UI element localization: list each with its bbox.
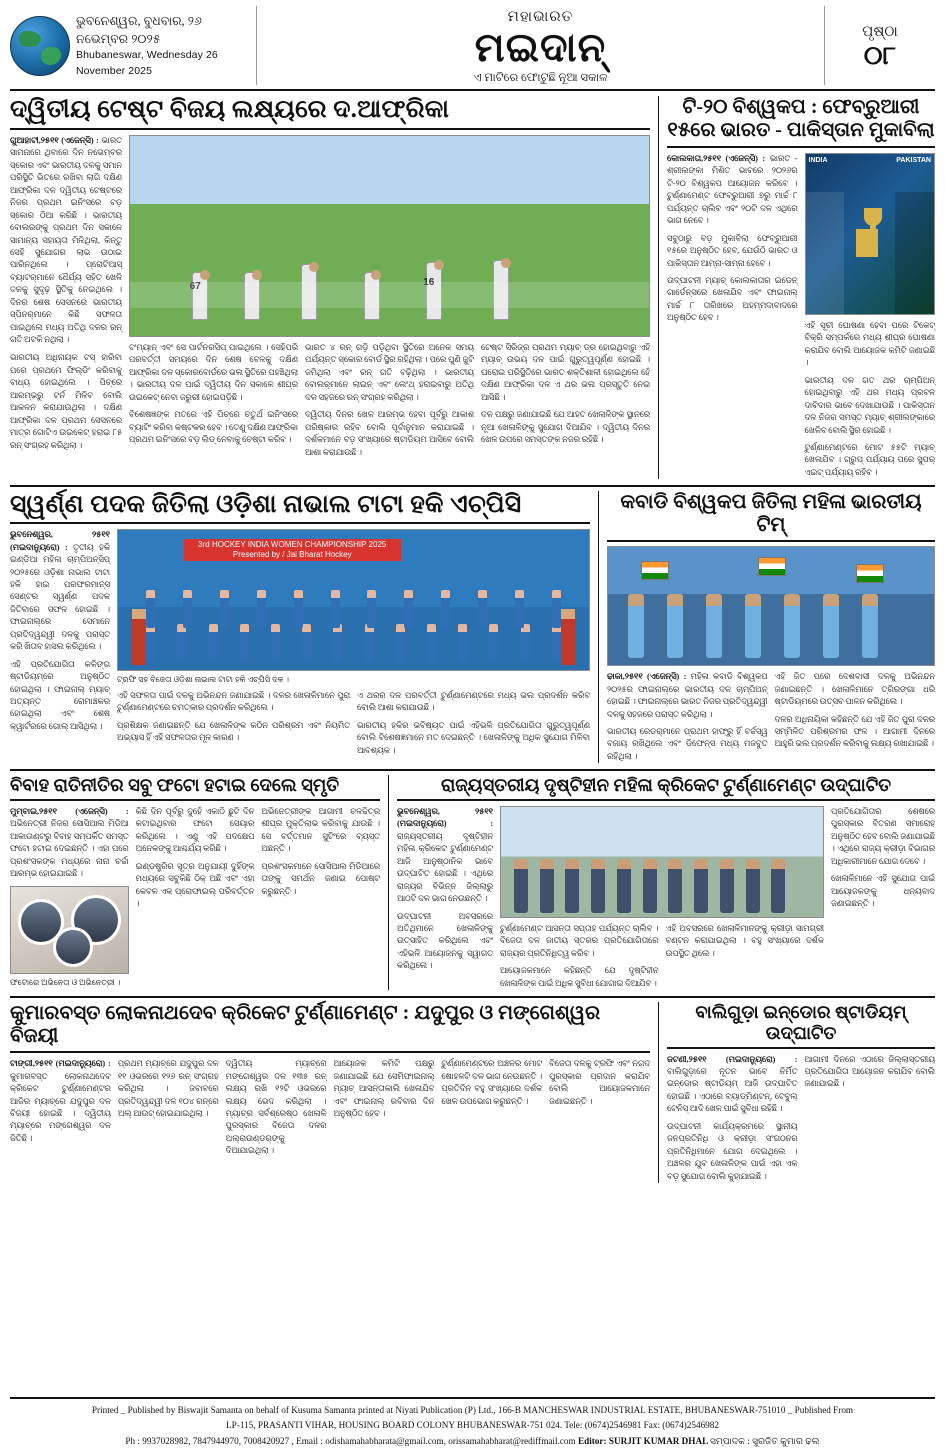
t20-col1 <box>667 153 798 228</box>
date-odia: ଭୁବନେଶ୍ୱର, ବୁଧବାର, ୨୬ ନଭେମ୍ବର ୨୦୨୫ <box>76 14 202 47</box>
lead-col1b: ଭାରତୀୟ ଅଧିନାୟକ ଟସ୍ ହାରିବା ପରେ ପ୍ରଥମେ ଫିଲ୍ଡିଂ କରିବାକୁ ବାଧ୍ୟ ହୋଇଥିଲେ । ପିଚ୍‌ରେ ଆରମ୍ଭରୁ ଟର୍ନ ମିଳିବ ବୋଲି ଆକଳନ କରାଯାଉଥିଲା । ଦକ୍ଷିଣ ଆଫ୍ରିକା ଦଳ ପ୍ରଥମ ସେସନରେ ମାତ୍ର ଗୋଟିଏ ଉଇକେଟ୍ ହରାଇ ୮୫ ରନ୍ ସଂଗ୍ରହ କରିଥିଲା । <box>10 353 122 450</box>
masthead <box>10 6 935 91</box>
kabaddi-col2b: ଦଳର ଅଧିନାୟିକା କହିଛନ୍ତି ଯେ ଏହି ଜିତ ପୁରା ଦଳର ସମ୍ମିଳିତ ପରିଶ୍ରମର ଫଳ । ଆଗାମୀ ଦିନରେ ଆହୁରି ଭଲ ପ୍ରଦର୍ଶନ କରିବାକୁ ଲକ୍ଷ୍ୟ ରଖାଯାଇଛି । <box>774 714 935 749</box>
hockey-col1b: ଏହି ପ୍ରତିଯୋଗିତା କଳିଙ୍ଗ ଷ୍ଟାଡିୟମ୍‌ରେ ଅନୁଷ୍ଠିତ ହୋଇଥିଲା । ଫାଇନାଲ୍ ମ୍ୟାଚ୍ ଅତ୍ୟନ୍ତ ରୋମାଞ୍ଚକର ହୋଇଥିଲା ଏବଂ ଶେଷ କ୍ୱାର୍ଟରରେ ଗୋଲ୍ ଆସିଥିଲା । <box>10 659 110 731</box>
blind-col2b: ଆୟୋଜକମାନେ କହିଛନ୍ତି ଯେ ଦୃଷ୍ଟିହୀନ ଖେଳାଳିଙ୍କ ପାଇଁ ଅଧିକ ସୁବିଧା ଯୋଗାଇ ଦିଆଯିବ । <box>500 966 659 988</box>
footer-line1: Printed _ Published by Biswajit Samanta on behalf of Kusuma Samanta printed at Niyati Publication (P) Ltd., 166-B MANCHESWAR INDUSTRIAL ESTATE, BHUBANESWAR-751010 _ Published From <box>91 1405 854 1416</box>
balianta-col1c: ଆଗାମୀ ଦିନରେ ଏଠାରେ ଜିଲ୍ଲାସ୍ତରୀୟ ପ୍ରତିଯୋଗିତା ଆୟୋଜନ କରାଯିବ ବୋଲି ଜଣାଯାଇଛି । <box>804 1054 935 1089</box>
hockey-photo-caption: ଟ୍ରଫି ସହ ବିଜେତା ଓଡ଼ିଶା ନାଭାଲ ଟାଟା ହକି ଏଚ୍‌ପିସି ଦଳ । <box>117 675 289 685</box>
balianta-headline: ବାଲିଗୁଡ଼ା ଇନ୍‌ଡୋର ଷ୍ଟାଡିୟମ୍ ଉଦ୍‌ଘାଟିତ <box>695 1002 907 1043</box>
page-number: ୦୮ <box>863 40 897 70</box>
marriage-col2: କିଛି ଦିନ ପୂର୍ବରୁ ଦୁହେଁ ଏକାଠି ଛୁଟି ଦିନ କଟାଇଥିବାର ଫଟୋ ସେୟାର କରିଥିଲେ । ଏଣୁ ଏହି ପଦକ୍ଷେପ ଅନେକଙ୍କୁ ଆଶ୍ଚର୍ଯ୍ୟ କରିଛି । <box>135 807 255 854</box>
paper-name: ମହାଭାରତ <box>507 9 574 25</box>
lead-col4b: ଦଳ ପକ୍ଷରୁ ଜଣାଯାଇଛି ଯେ ଆହତ ଖେଳାଳିଙ୍କ ସ୍ଥାନରେ ନୂଆ ଖେଳାଳିଙ୍କୁ ସୁଯୋଗ ଦିଆଯିବ । ଦ୍ୱିତୀୟ ଦିନର ଖେଳ ଉପରେ ସମସ୍ତଙ୍କ ନଜର ରହିଛି । <box>481 410 650 445</box>
kumarbasta-col3: ଦ୍ୱିତୀୟ ମ୍ୟାଚ୍‌ରେ ମଙ୍ଗେଶ୍ୱର ଦଳ ୧୩୫ ରନ୍ ଲକ୍ଷ୍ୟ ରଖି ୧୨ଟି ଓଭରରେ ଲକ୍ଷ୍ୟ ଭେଦ କରିଥିଲା । ମ୍ୟାଚ୍‌ର ସର୍ବଶ୍ରେଷ୍ଠ ଖେଳାଳି ପୁରସ୍କାର ବିଜେତା ଦଳର ଅଲ୍‌ରାଉଣ୍ଡର୍‌ଙ୍କୁ ଦିଆଯାଇଥିଲା । <box>225 1059 327 1156</box>
footer-line2: LP-115, PRASANTI VIHAR, HOUSING BOARD COLONY BHUBANESWAR-751 024. Tele: (0674)2546981 Fax: (0674)2546982 <box>226 1419 719 1430</box>
lead-cricket-photo <box>129 135 650 337</box>
hockey-headline: ସ୍ୱର୍ଣ୍ଣ ପଦକ ଜିତିଲା ଓଡ଼ିଶା ନାଭାଲ ଟାଟା ହକି ଏଚ୍‌ପିସି <box>10 491 522 519</box>
hockey-team-photo <box>117 529 590 671</box>
footer-line3 <box>10 1434 935 1448</box>
t20-col2: ଏହି ସୂଚୀ ଘୋଷଣା ହେବା ପରେ ଟିକେଟ୍ ବିକ୍ରି ସମ୍ପର୍କରେ ମଧ୍ୟ ଶୀଘ୍ର ଘୋଷଣା କରାଯିବ ବୋଲି ଆୟୋଜକ କମିଟି ଜଣାଇଛି । <box>804 321 935 368</box>
hockey-col2: ଏହି ସଫଳତା ପାଇଁ ଦଳକୁ ଅଭିନନ୍ଦନ ଜଣାଯାଇଛି । ଦଳର ଖେଳାଳିମାନେ ପୁରା ଟୁର୍ଣ୍ଣାମେଣ୍ଟରେ ଚମତ୍କାର ପ୍ରଦର୍ଶନ କରିଥିଲେ । <box>117 690 350 713</box>
t20-headline-line2: ୧୫ରେ ଭାରତ - ପାକିସ୍ତାନ ମୁକାବିଲା <box>667 119 935 141</box>
blind-cricket-story <box>397 775 935 990</box>
kumarbasta-dateline: ଟାଙ୍ଗୀ,୨୫୧୧ (ମଇଦାନ୍ୟୁରୋ) : <box>10 1059 111 1069</box>
blind-col2: ଟୁର୍ଣ୍ଣାମେଣ୍ଟ ଆସନ୍ତା ସପ୍ତାହ ପର୍ଯ୍ୟନ୍ତ ଚାଲିବ । ବିଜେତା ଦଳ ଜାତୀୟ ସ୍ତରର ପ୍ରତିଯୋଗିତାରେ ରାଜ୍ୟର ପ୍ରତିନିଧିତ୍ୱ କରିବ । <box>500 924 659 958</box>
blind-headline: ରାଜ୍ୟସ୍ତରୀୟ ଦୃଷ୍ଟିହୀନ ମହିଳା କ୍ରିକେଟ ଟୁର୍ଣ୍ଣାମେଣ୍ଟ ଉଦ୍‌ଘାଟିତ <box>440 775 892 796</box>
kumarbasta-col1 <box>10 1058 111 1145</box>
balianta-story <box>667 1002 935 1183</box>
balianta-col1 <box>667 1054 798 1116</box>
blind-col1-text: ରାଜ୍ୟସ୍ତରୀୟ ଦୃଷ୍ଟିହୀନ ମହିଳା କ୍ରିକେଟ ଟୁର୍ଣ୍ଣାମେଣ୍ଟ ଆଜି ଆନୁଷ୍ଠାନିକ ଭାବେ ଉଦ୍‌ଘାଟିତ ହୋଇଛି । ଏଥିରେ ରାଜ୍ୟର ବିଭିନ୍ନ ଜିଲ୍ଲାରୁ ଆଠଟି ଦଳ ଭାଗ ନେଉଛନ୍ତି । <box>397 831 493 904</box>
lead-col3: ଭାରତ ୪ ରନ୍ ଗଡ଼ି ପଡ଼ିଥିବା ସ୍ଥିତିରେ ଅନେକ ସମୟ ପର୍ଯ୍ୟନ୍ତ ସ୍କୋର ବୋର୍ଡ ସ୍ଥିର ରହିଥିଲା । ପରେ ପୁଣି ଜୁଟି ଜମିଥିଲା ଏବଂ ରନ୍ ଗତି ବଢ଼ିଥିଲା । ଭାରତୀୟ ବୋଲର୍‌ମାନେ ଲାଇନ୍ ଏବଂ ଲେଂଥ୍ ହରାଇବାରୁ ଅତିଥି ଦଳ ସହଜରେ ରନ୍ ସଂଗ୍ରହ କରିଥିଲା । <box>305 343 474 402</box>
t20-col1-text: ଭାରତ - ଶ୍ରୀଲଙ୍କା ମିଶିତ ଭାବରେ ୨୦୨୬ର ଟି-୨୦ ବିଶ୍ୱକପ ଆୟୋଜନ କରିବେ । ଟୁର୍ଣ୍ଣାମେଣ୍ଟ ଫେବ୍ରୁଆରୀ ୭ରୁ ମାର୍ଚ୍ଚ ୮ ପର୍ଯ୍ୟନ୍ତ ଚାଲିବ ଏବଂ ୨୦ଟି ଦଳ ଏଥିରେ ଭାଗ ନେବେ । <box>667 154 798 226</box>
lead-col4: ଟେଷ୍ଟ ସିରିଜ୍‌ର ପ୍ରଥମ ମ୍ୟାଚ୍ ଡ୍ର ହୋଇଥିବାରୁ ଏହି ମ୍ୟାଚ୍ ଉଭୟ ଦଳ ପାଇଁ ଗୁରୁତ୍ୱପୂର୍ଣ୍ଣ ହୋଇଛି । ଘରୋଇ ପରିସ୍ଥିତିରେ ଭାରତ ଶକ୍ତିଶାଳୀ ହୋଇଥିଲେ ହେଁ ଦକ୍ଷିଣ ଆଫ୍ରିକା ଦଳ ଏ ଥର ଭଲ ପ୍ରସ୍ତୁତି ନେଇ ଆସିଛି । <box>481 343 650 402</box>
kabaddi-team-photo <box>607 546 935 666</box>
hockey-dateline: ଭୁବନେଶ୍ୱର, ୨୫୧୧ (ମଇଦାନ୍ୟୁରୋ) : <box>10 530 110 552</box>
lead-col2: ଟ'ମ୍ୟାନ୍ ଏବଂ ସେ ପାର୍ଟନରସିପ୍ ପାଇଥିଲେ । ସେହିପରି ପରବର୍ତ୍ତୀ ସମୟରେ ଦିନ ଶେଷ ବେଳକୁ ଦକ୍ଷିଣ ଆଫ୍ରିକା ଦଳ ସ୍କୋରବୋର୍ଡରେ ଭଲ ସ୍ଥିତିରେ ପହଞ୍ଚିଥିଲା । ଭାରତୀୟ ଦଳ ପାଇଁ ଦ୍ୱିତୀୟ ଦିନ ସକାଳେ ଶୀଘ୍ର ଉଇକେଟ୍ ନେବା ଜରୁରୀ ହୋଇପଡ଼ିଛି । <box>129 343 298 402</box>
blind-col3: ଏହି ଅବସରରେ ଖେଳାଳିମାନଙ୍କୁ କ୍ରୀଡ଼ା ସାମଗ୍ରୀ ବଣ୍ଟନ କରାଯାଇଥିଲା । ବହୁ ସଂଖ୍ୟାରେ ଦର୍ଶକ ଉପସ୍ଥିତ ଥିଲେ । <box>665 924 824 958</box>
masthead-left <box>10 6 257 85</box>
date-english: Bhubaneswar, Wednesday 26 November 2025 <box>76 49 218 77</box>
celebrity-photo <box>10 886 129 974</box>
marriage-col3b: ପ୍ରଶଂସକମାନେ ସୋସିଆଲ ମିଡିଆରେ ତାଙ୍କୁ ସମର୍ଥନ ଜଣାଇ ପୋଷ୍ଟ କରୁଛନ୍ତି । <box>261 861 381 896</box>
marriage-story <box>10 775 389 990</box>
lead-col2b: ବିଶେଷଜ୍ଞଙ୍କ ମତରେ ଏହି ପିଚ୍‌ରେ ଚତୁର୍ଥ ଇନିଂସରେ ବ୍ୟାଟିଂ କରିବା କଷ୍ଟକର ହେବ । ତେଣୁ ଦକ୍ଷିଣ ଆଫ୍ରିକା ପ୍ରଥମ ଇନିଂସରେ ବଡ଼ ଲିଡ୍ ନେବାକୁ ଚେଷ୍ଟା କରିବ । <box>129 410 298 445</box>
hockey-col2b: ପ୍ରଶିକ୍ଷକ ଜଣାଇଛନ୍ତି ଯେ ଖେଳାଳିଙ୍କ କଠିନ ପରିଶ୍ରମ ଏବଂ ନିୟମିତ ଅଭ୍ୟାସ ହିଁ ଏହି ସଫଳତାର ମୂଳ କାରଣ । <box>117 720 350 743</box>
hockey-col3b: ଭାରତୀୟ ହକିର ଭବିଷ୍ୟତ ପାଇଁ ଏହିଭଳି ପ୍ରତିଯୋଗିତା ଗୁରୁତ୍ୱପୂର୍ଣ୍ଣ ବୋଲି ବିଶେଷଜ୍ଞମାନେ ମତ ଦେଇଛନ୍ତି । ଖେଳାଳିଙ୍କୁ ଅଧିକ ସୁଯୋଗ ମିଳିବା ଆବଶ୍ୟକ । <box>357 720 590 755</box>
kumarbasta-col1-text: କୁମାରବସ୍ତ ଲୋକନାଥଦେବ କ୍ରିକେଟ ଟୁର୍ଣ୍ଣାମେଣ୍ଟର ଆଜିର ମ୍ୟାଚ୍‌ରେ ଯଦୁପୁର ଦଳ ବିଜୟୀ ହୋଇଛି । ଦ୍ୱିତୀୟ ମ୍ୟାଚ୍‌ରେ ମଙ୍ଗେଶ୍ୱର ଦଳ ଜିତିଛି । <box>10 1071 111 1143</box>
marriage-col3: ଅଭିନେତ୍ରୀଙ୍କ ଆଗାମୀ ଚଳଚ୍ଚିତ୍ର ଶୀଘ୍ର ମୁକ୍ତିଲାଭ କରିବାକୁ ଯାଉଛି । ସେ ବର୍ତ୍ତମାନ ସୁଟିଂରେ ବ୍ୟସ୍ତ ଅଛନ୍ତି । <box>261 807 381 854</box>
kumarbasta-headline: କୁମାରବସ୍ତ ଲୋକନାଥଦେବ କ୍ରିକେଟ ଟୁର୍ଣ୍ଣାମେଣ୍ଟ : ଯଦୁପୁର ଓ ମଙ୍ଗେଶ୍ୱର ବିଜୟୀ <box>10 1002 601 1048</box>
lead-headline: ଦ୍ୱିତୀୟ ଟେଷ୍ଟ ବିଜୟ ଲକ୍ଷ୍ୟରେ ଦ.ଆଫ୍ରିକା <box>10 96 450 123</box>
t20-photo-label-pakistan: PAKISTAN <box>896 157 931 164</box>
blind-dateline: ଭୁବନେଶ୍ୱର, ୨୫୧୧ (ମଇଦାନ୍ୟୁରୋ) : <box>397 807 493 829</box>
t20-dateline: କୋଲକାତା,୨୫୧୧ (ଏଜେନ୍ସି) : <box>667 154 766 163</box>
kabaddi-col1-text: ମହିଳା କବାଡି ବିଶ୍ୱକପ ୨୦୨୫ର ଫାଇନାଲ୍‌ରେ ଭାରତୀୟ ଦଳ ଚାମ୍ପିଅନ୍ ହୋଇଛି । ଫାଇନାଲ୍‌ରେ ଭାରତ ନିଜର ପ୍ରତିଦ୍ୱନ୍ଦ୍ୱୀ ଦଳକୁ ସହଜରେ ପରାସ୍ତ କରିଥିଲା । <box>607 672 768 719</box>
lead-story <box>10 96 659 479</box>
kabaddi-col1 <box>607 671 768 721</box>
marriage-photo-caption: ଫଟୋରେ ଅଭିନେତା ଓ ଅଭିନେତ୍ରୀ । <box>10 977 121 987</box>
footer-editor-odia: ସମ୍ପାଦକ : ସୁରଜିତ କୁମାର ଢଲ <box>710 1435 820 1446</box>
blind-col1 <box>397 806 493 906</box>
t20-col1c: ଉଦ୍‌ଘାଟନୀ ମ୍ୟାଚ୍ କୋଲକାତାର ଇଡେନ୍ ଗାର୍ଡେନ୍ସରେ ଖେଳାଯିବ ଏବଂ ଫାଇନାଲ୍ ମାର୍ଚ୍ଚ ୮ ତାରିଖରେ ଅହମ୍ମଦାବାଦରେ ଅନୁଷ୍ଠିତ ହେବ । <box>667 275 798 323</box>
lead-col1-text: ଭାରତ ସାମନାରେ ଥିବାରେ ଦିନ ନଭେମ୍ବର ସ୍କୋର ଏବଂ ଭାରତୀୟ ଦଳକୁ ସମାନ ପରିସ୍ଥିତି ଭିତରେ ରଖିବା ଲାଗି ଦକ୍ଷିଣ ଆଫ୍ରିକା ଦଳ ଦ୍ୱିତୀୟ ଟେଷ୍ଟରେ ନିଜର ପ୍ରଥମ ଇନିଂସରେ ବଡ଼ ସ୍କୋର ଠିଆ କରିଛି । ଭାରତୀୟ ବୋଲରଙ୍କୁ ପ୍ରଥମ ଦିନ ସକାଳେ ସାମାନ୍ୟ ସହାୟତା ମିଳିଥିଲା, କିନ୍ତୁ ସେହି ସୁଯୋଗର ଲାଭ ଉଠାଇ ପାରିନଥିଲେ । ପ୍ରୋଟିଆସ୍ ବ୍ୟାଟର୍‌ମାନେ ଧୈର୍ଯ୍ୟ ସହିତ ଖେଳି ଦଳକୁ ସୁଦୃଢ଼ ସ୍ଥିତିକୁ ନେଇଥିଲେ । ଦିନର ଶେଷ ସେସନରେ ଭାରତୀୟ ସ୍ପିନର୍‌ମାନେ କିଛି ସଫଳତା ପାଇଥିଲେ ମଧ୍ୟ ଅତିଥି ଦଳର ରନ୍ ଗତି ଅଟକି ନଥିଲା । <box>10 136 122 344</box>
kumarbasta-col5: ଟୁର୍ଣ୍ଣାମେଣ୍ଟରେ ଅଞ୍ଚଳର ମୋଟ ଷୋହଳଟି ଦଳ ଭାଗ ନେଉଛନ୍ତି । ପ୍ରତିଦିନ ବହୁ ସଂଖ୍ୟାରେ ଦର୍ଶକ ଖେଳ ଉପଭୋଗ କରୁଛନ୍ତି । <box>441 1059 543 1106</box>
footer-imprint <box>10 1397 935 1448</box>
t20-col2c: ଟୁର୍ଣ୍ଣାମେଣ୍ଟରେ ମୋଟ ୫୫ଟି ମ୍ୟାଚ୍ ଖେଳାଯିବ । ଗ୍ରୁପ୍ ପର୍ଯ୍ୟାୟ ପରେ ସୁପର୍ ଏଇଟ୍ ପର୍ଯ୍ୟାୟ ରହିବ । <box>804 442 935 477</box>
t20-col1b: ସବୁଠାରୁ ବଡ଼ ମୁକାବିଲା ଫେବ୍ରୁଆରୀ ୧୫ରେ ଅନୁଷ୍ଠିତ ହେବ, ଯେଉଁଠି ଭାରତ ଓ ପାକିସ୍ତାନ ଆମ୍‌ନା-ସାମ୍‌ନା ହେବେ । <box>667 233 798 268</box>
marriage-col2b: ଇଣ୍ଡଷ୍ଟ୍ରିର ସୂତ୍ର ଅନୁଯାୟୀ ଦୁହିଁଙ୍କ ମଧ୍ୟରେ ସବୁକିଛି ଠିକ୍ ଅଛି ଏବଂ ଏହା କେବଳ ଏକ ପ୍ରୋଫାଇଲ୍ ପରିବର୍ତ୍ତନ । <box>135 861 255 909</box>
masthead-right <box>824 6 935 85</box>
t20-teams-photo <box>805 153 936 315</box>
balianta-col1-text: ବାଲିଗୁଡ଼ାରେ ନୂତନ ଭାବେ ନିର୍ମିତ ଇନ୍‌ଡୋର ଷ୍ଟାଡିୟମ୍ ଆଜି ଉଦ୍‌ଘାଟିତ ହୋଇଛି । ଏଠାରେ ବ୍ୟାଡ୍‌ମିଣ୍ଟନ୍, ଟେବୁଲ୍ ଟେନିସ୍ ଆଦି ଖେଳ ପାଇଁ ସୁବିଧା ରହିଛି । <box>667 1067 798 1114</box>
blind-col4: ପ୍ରତିଯୋଗିତାର ଶେଷରେ ପୁରସ୍କାର ବିତରଣ ସମାରୋହ ଅନୁଷ୍ଠିତ ହେବ ବୋଲି ଜଣାଯାଇଛି । ଏଥିରେ ରାଜ୍ୟ କ୍ରୀଡ଼ା ବିଭାଗର ଅଧିକାରୀମାନେ ଯୋଗ ଦେବେ । <box>831 807 935 866</box>
hockey-col1-text: ତୃତୀୟ ହକି ଇଣ୍ଡିଆ ମହିଳା ଚାମ୍ପିଅନ୍‌ସିପ୍ ୨୦୨୫ରେ ଓଡ଼ିଶା ନାଭାଲ ଟାଟା ହକି ହାଇ ପରଫରମାନ୍ସ ସେଣ୍ଟର ସ୍ୱର୍ଣ୍ଣ ପଦକ ଜିତିବାରେ ସଫଳ ହୋଇଛି । ଫାଇନାଲ୍‌ରେ ସେମାନେ ପ୍ରତିଦ୍ୱନ୍ଦ୍ୱୀ ଦଳକୁ ପରାସ୍ତ କରି ଖିତାବ ହାସଲ କରିଥିଲେ । <box>10 542 110 652</box>
jersey-number-16: 16 <box>423 277 435 288</box>
hockey-col3: ଏ ଥରର ଦଳ ପରବର୍ତ୍ତୀ ଟୁର୍ଣ୍ଣାମେଣ୍ଟରେ ମଧ୍ୟ ଭଲ ପ୍ରଦର୍ଶନ କରିବ ବୋଲି ଆଶା କରାଯାଉଛି । <box>357 690 590 713</box>
kabaddi-col2: ଏହି ଜିତ ପରେ ଦେଶବାସୀ ଦଳକୁ ଅଭିନନ୍ଦନ ଜଣାଇଛନ୍ତି । ଖେଳାଳିମାନେ ତ୍ରିରଙ୍ଗା ଧରି ଷ୍ଟାଡିୟମରେ ଉତ୍ସବ ପାଳନ କରିଥିଲେ । <box>774 672 935 707</box>
hockey-story <box>10 491 599 763</box>
blind-col1b: ଉଦ୍‌ଘାଟନୀ ଅବସରରେ ଅତିଥିମାନେ ଖେଳାଳିଙ୍କୁ ଉତ୍ସାହିତ କରିଥିଲେ ଏବଂ ଏହିଭଳି ଆୟୋଜନକୁ ସ୍ୱାଗତ କରିଥିଲେ । <box>397 911 493 971</box>
footer-contact: Ph : 9937028982, 7847944970, 7008420927 , Email : odishamahabharata@gmail.com, orissamahabharat@rediffmail.com <box>125 1435 578 1446</box>
kabaddi-headline: କବାଡି ବିଶ୍ୱକପ ଜିତିଲା ମହିଳା ଭାରତୀୟ ଟିମ୍ <box>620 491 922 537</box>
tagline: ଏ ମାଟିରେ ଫୋଟୁଛି ନୂଆ ସକାଳ <box>473 72 608 84</box>
lead-col1 <box>10 135 122 346</box>
marriage-col1-text: ଅଭିନେତ୍ରୀ ନିଜର ସୋସିଆଲ ମିଡିଆ ଆକାଉଣ୍ଟରୁ ବିବାହ ସମ୍ପର୍କିତ ସମସ୍ତ ଫଟୋ ହଟାଇ ଦେଇଛନ୍ତି । ଏହା ପରେ ପ୍ରଶଂସକଙ୍କ ମଧ୍ୟରେ ନାନା ଚର୍ଚ୍ଚା ଆରମ୍ଭ ହୋଇଯାଇଛି । <box>10 819 129 879</box>
hockey-photo-banner: 3rd HOCKEY INDIA WOMEN CHAMPIONSHIP 2025 Presented by / Jai Bharat Hockey <box>184 539 401 561</box>
kabaddi-story <box>607 491 935 763</box>
kumarbasta-story <box>10 1002 659 1183</box>
t20-photo-label-india: INDIA <box>808 157 828 164</box>
blind-col4b: ଖେଳାଳିମାନେ ଏହି ସୁଯୋଗ ପାଇଁ ଆୟୋଜକଙ୍କୁ ଧନ୍ୟବାଦ ଜଣାଇଛନ୍ତି । <box>831 874 935 909</box>
section-title: ମଇଦାନ୍ <box>474 25 607 70</box>
t20-col2b: ଭାରତୀୟ ଦଳ ଗତ ଥର ଚାମ୍ପିଅନ୍ ହୋଇଥିବାରୁ ଏହି ଥର ମଧ୍ୟ ପ୍ରବଳ ଦାବିଦାର ଭାବେ ଦେଖାଯାଉଛି । ପାକିସ୍ତାନ ଦଳ ନିଜର ସମସ୍ତ ମ୍ୟାଚ୍ ଶ୍ରୀଲଙ୍କାରେ ଖେଳିବ ବୋଲି ସ୍ଥିର ହୋଇଛି । <box>804 375 935 435</box>
kumarbasta-col6: ବିଜେତା ଦଳକୁ ଟ୍ରଫି ଏବଂ ନଗଦ ପୁରସ୍କାର ପ୍ରଦାନ କରାଯିବ ବୋଲି ଆୟୋଜକମାନେ ଜଣାଇଛନ୍ତି । <box>549 1059 650 1106</box>
lead-col3b: ଦ୍ୱିତୀୟ ଦିନର ଖେଳ ଆରମ୍ଭ ହେବା ପୂର୍ବରୁ ଆକାଶ ପରିଷ୍କାର ରହିବ ବୋଲି ପୂର୍ବାନୁମାନ କରାଯାଇଛି । ଦର୍ଶକମାନେ ବଡ଼ ସଂଖ୍ୟାରେ ଷ୍ଟାଡିୟମ ଆସିବେ ବୋଲି ଆଶା କରାଯାଉଛି । <box>305 410 474 457</box>
lead-dateline: ଗୁଆହାଟୀ,୨୫୧୧ (ଏଜେନ୍ସି) : <box>10 136 99 145</box>
kabaddi-dateline: ଢାକା,୨୫୧୧ (ଏଜେନ୍ସି) : <box>607 672 687 682</box>
t20-headline-line1: ଟି-୨୦ ବିଶ୍ୱକପ : ଫେବ୍ରୁଆରୀ <box>682 96 920 118</box>
marriage-dateline: ମୁମ୍ବାଇ,୨୫୧୧ (ଏଜେନ୍ସି) : <box>10 807 129 816</box>
balianta-dateline: ଜଟଣୀ,୨୫୧୧ (ମଇଦାନ୍ୟୁରୋ) : <box>667 1054 798 1064</box>
masthead-date-block <box>76 12 250 79</box>
page-label: ପୃଷ୍ଠା <box>862 23 898 40</box>
marriage-headline: ବିବାହ ରାତିନୀତିର ସବୁ ଫଟୋ ହଟାଇ ଦେଲେ ସ୍ମୃତି <box>10 775 340 796</box>
kabaddi-col1b: ଭାରତୀୟ ରେଡର୍‌ମାନେ ପ୍ରଥମ ହାଫ୍‌ରୁ ହିଁ ବର୍ଚ୍ଚସ୍ୱ ବଜାୟ ରଖିଥିଲେ ଏବଂ ଡିଫେନ୍ସ ମଧ୍ୟ ମଜବୁତ ରହିଥିଲା । <box>607 727 768 761</box>
kumarbasta-col4: ଆୟୋଜକ କମିଟି ପକ୍ଷରୁ ଜଣାଯାଇଛି ଯେ ସେମିଫାଇନାଲ୍ ମ୍ୟାଚ୍ ଆସନ୍ତାକାଲି ଖେଳାଯିବ ଏବଂ ଫାଇନାଲ୍ ରବିବାର ଦିନ ଅନୁଷ୍ଠିତ ହେବ । <box>333 1059 435 1118</box>
masthead-center <box>257 6 824 85</box>
jersey-number-67: 67 <box>189 281 201 292</box>
balianta-col1b: ଉଦ୍‌ଘାଟନୀ କାର୍ଯ୍ୟକ୍ରମରେ ସ୍ଥାନୀୟ ଜନପ୍ରତିନିଧି ଓ କ୍ରୀଡ଼ା ସଂଗଠନର ପ୍ରତିନିଧିମାନେ ଯୋଗ ଦେଇଥିଲେ । ଅଞ୍ଚଳର ଯୁବ ଖେଳାଳିଙ୍କ ପାଇଁ ଏହା ଏକ ବଡ଼ ସୁଯୋଗ ବୋଲି କୁହାଯାଇଛି । <box>667 1121 798 1181</box>
globe-icon <box>10 16 70 76</box>
t20-story <box>667 96 935 479</box>
marriage-col1 <box>10 806 129 881</box>
footer-editor: Editor: SURJIT KUMAR DHAL <box>577 1435 710 1446</box>
hockey-col1 <box>10 529 110 653</box>
blind-cricket-photo <box>500 806 824 918</box>
kumarbasta-col2: ପ୍ରଥମ ମ୍ୟାଚ୍‌ରେ ଯଦୁପୁର ଦଳ ୧୧ ଓଭରରେ ୧୨୬ ରନ୍ ସଂଗ୍ରହ କରିଥିଲା । ଜବାବରେ ପ୍ରତିଦ୍ୱନ୍ଦ୍ୱୀ ଦଳ ୧୦୪ ରନ୍‌ରେ ଅଲ୍ ଆଉଟ୍ ହୋଇଯାଇଥିଲା । <box>117 1059 219 1118</box>
